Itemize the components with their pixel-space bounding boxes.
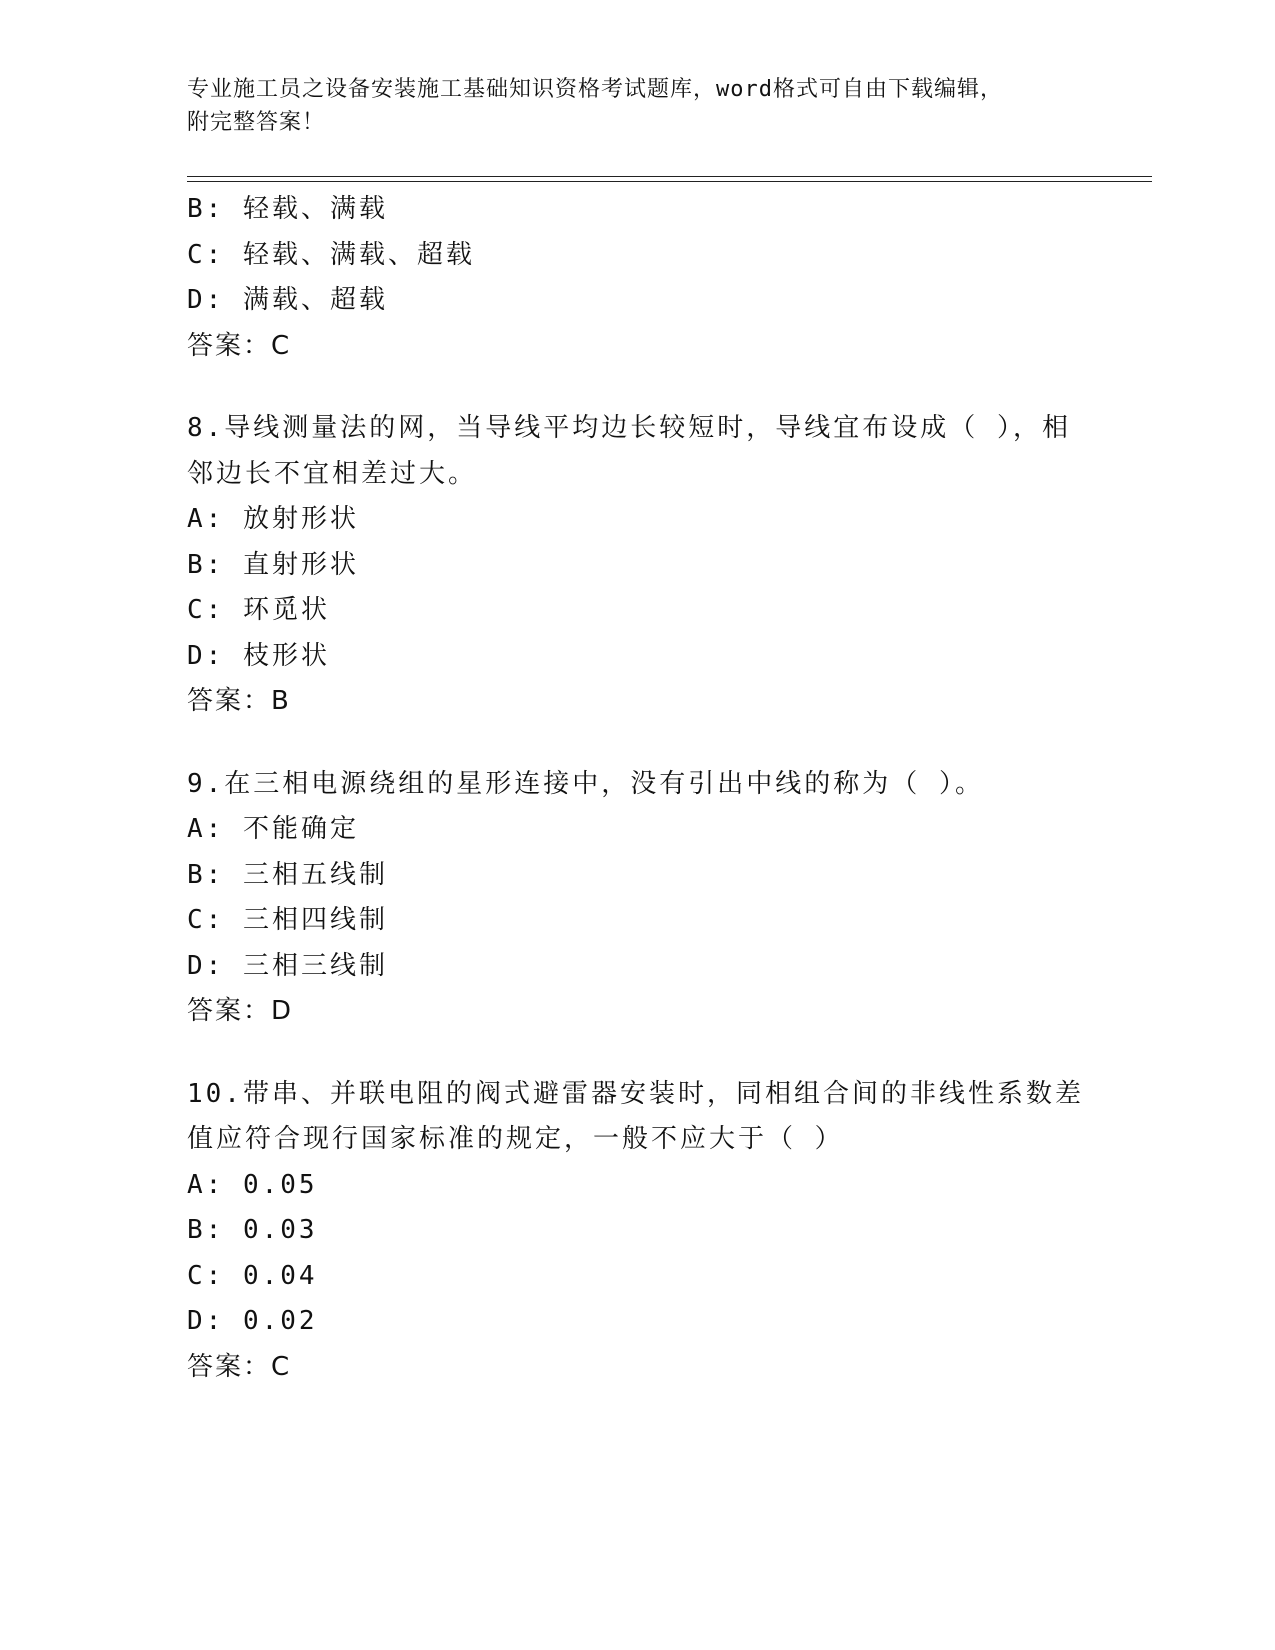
document-header: [187, 73, 1087, 139]
option-c: C: 轻载、满载、超载: [187, 239, 475, 270]
option-d: D: 0.02: [187, 1306, 318, 1336]
header-divider-bottom: [187, 181, 1152, 182]
question-7-partial: [187, 187, 1087, 369]
question-9: [187, 762, 1087, 1035]
option-a: A: 0.05: [187, 1169, 318, 1200]
answer: 答案：D: [187, 996, 294, 1026]
question-8: [187, 406, 1087, 725]
option-d: D: 三相三线制: [187, 950, 388, 981]
option-b: B: 轻载、满载: [187, 194, 388, 224]
header-divider-top: [187, 176, 1152, 177]
option-d: D: 枝形状: [187, 640, 330, 671]
option-b: B: 直射形状: [187, 549, 359, 580]
option-c: C: 环觅状: [187, 595, 330, 625]
option-a: A: 不能确定: [187, 814, 359, 844]
question-content: [187, 187, 1087, 1390]
option-c: C: 三相四线制: [187, 905, 388, 935]
question-stem-line-2: 值应符合现行国家标准的规定，一般不应大于（ ）: [187, 1124, 844, 1154]
answer: 答案：C: [187, 1351, 292, 1382]
question-stem-line-1: 10.带串、并联电阻的阀式避雷器安装时，同相组合间的非线性系数差: [187, 1078, 1084, 1109]
question-10: [187, 1072, 1087, 1391]
option-a: A: 放射形状: [187, 504, 359, 534]
option-d: D: 满载、超载: [187, 285, 388, 315]
option-b: B: 0.03: [187, 1215, 318, 1245]
option-c: C: 0.04: [187, 1260, 318, 1291]
question-stem-line-2: 邻边长不宜相差过大。: [187, 458, 478, 489]
header-line-1: 专业施工员之设备安装施工基础知识资格考试题库，word格式可自由下载编辑，: [187, 77, 1003, 102]
answer: 答案：B: [187, 686, 291, 716]
header-line-2: 附完整答案！: [187, 110, 326, 135]
question-stem-line-1: 8.导线测量法的网，当导线平均边长较短时，导线宜布设成（ ），相: [187, 413, 1071, 443]
question-stem-line-1: 9.在三相电源绕组的星形连接中，没有引出中线的称为（ ）。: [187, 768, 984, 799]
option-b: B: 三相五线制: [187, 859, 388, 890]
answer: 答案：C: [187, 330, 292, 361]
